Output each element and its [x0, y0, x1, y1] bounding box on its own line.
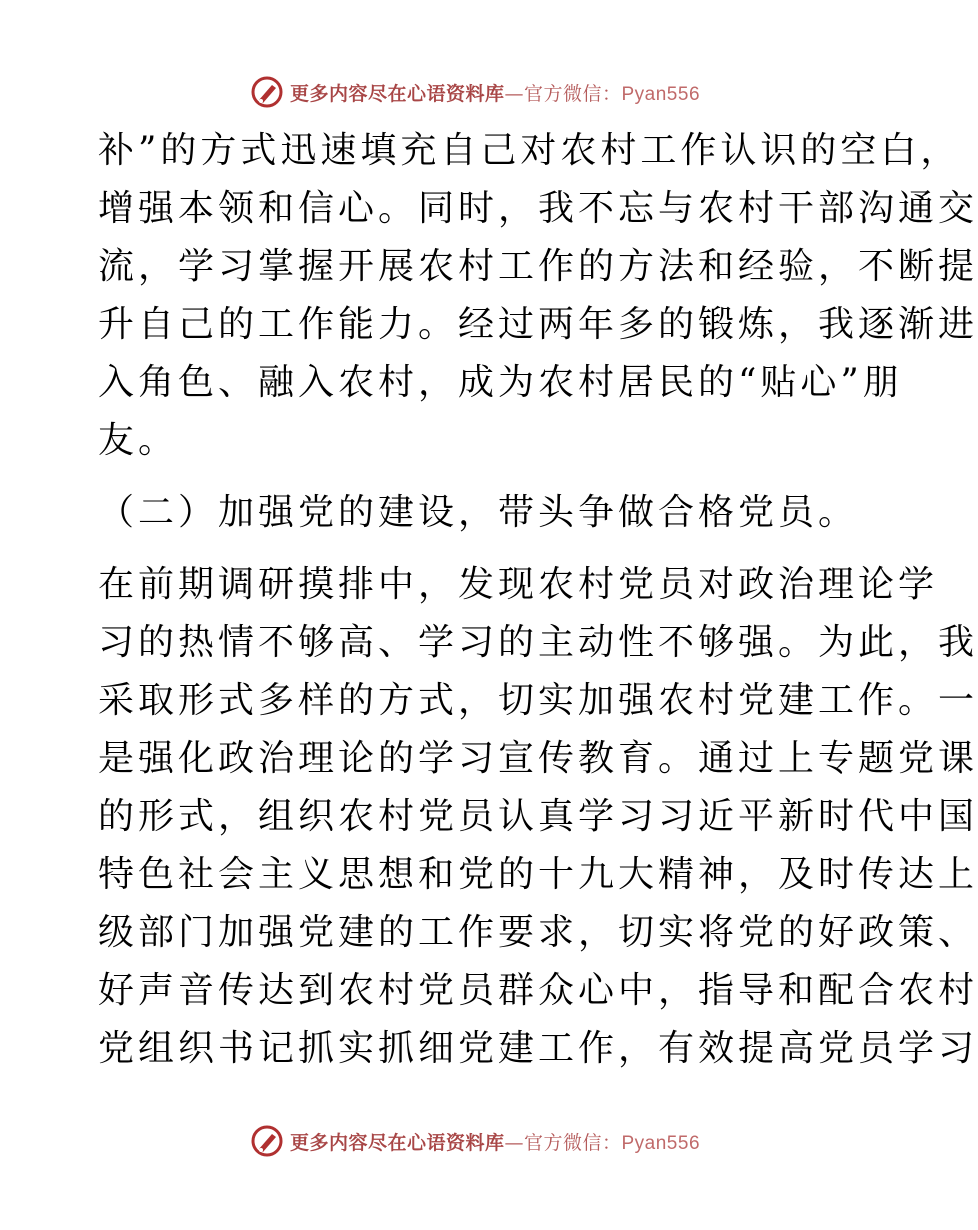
body-line: 流，学习掌握开展农村工作的方法和经验，不断提: [98, 246, 978, 287]
body-line: 在前期调研摸排中，发现农村党员对政治理论学: [98, 564, 939, 605]
header-text: [290, 79, 700, 106]
body-line: 党组织书记抓实抓细党建工作，有效提高党员学习: [98, 1028, 978, 1069]
footer-text: [290, 1128, 700, 1155]
footer-separator: —: [504, 1131, 524, 1154]
header-brand: 更多内容尽在心语资料库: [289, 82, 505, 105]
body-line: 增强本领和信心。同时，我不忘与农村干部沟通交: [98, 188, 978, 229]
footer-brand: 更多内容尽在心语资料库: [289, 1131, 505, 1154]
header-wechat-id: Pyan556: [621, 83, 701, 105]
footer-watermark: [0, 1121, 950, 1161]
header-watermark: [0, 72, 950, 112]
header-separator: —: [504, 82, 524, 105]
body-line: 级部门加强党建的工作要求，切实将党的好政策、: [98, 912, 978, 953]
pen-logo-icon: [250, 1124, 284, 1158]
footer-wechat-label: 官方微信：: [523, 1131, 622, 1154]
footer-wechat-id: Pyan556: [621, 1132, 701, 1154]
pen-logo-icon: [250, 75, 284, 109]
body-line: 特色社会主义思想和党的十九大精神，及时传达上: [98, 854, 978, 895]
body-line: 升自己的工作能力。经过两年多的锻炼，我逐渐进: [98, 304, 978, 345]
body-line: 好声音传达到农村党员群众心中，指导和配合农村: [98, 970, 978, 1011]
body-line: 是强化政治理论的学习宣传教育。通过上专题党课: [98, 738, 978, 779]
section-heading: （二）加强党的建设，带头争做合格党员。: [98, 492, 859, 533]
body-line: 友。: [98, 420, 179, 461]
body-line: 习的热情不够高、学习的主动性不够强。为此，我: [98, 622, 978, 663]
body-line: 的形式，组织农村党员认真学习习近平新时代中国: [98, 796, 978, 837]
header-wechat-label: 官方微信：: [523, 82, 622, 105]
body-line: 采取形式多样的方式，切实加强农村党建工作。一: [98, 680, 978, 721]
body-line: 补”的方式迅速填充自己对农村工作认识的空白，: [98, 130, 961, 171]
body-line: 入角色、融入农村，成为农村居民的“贴心”朋: [98, 362, 903, 403]
